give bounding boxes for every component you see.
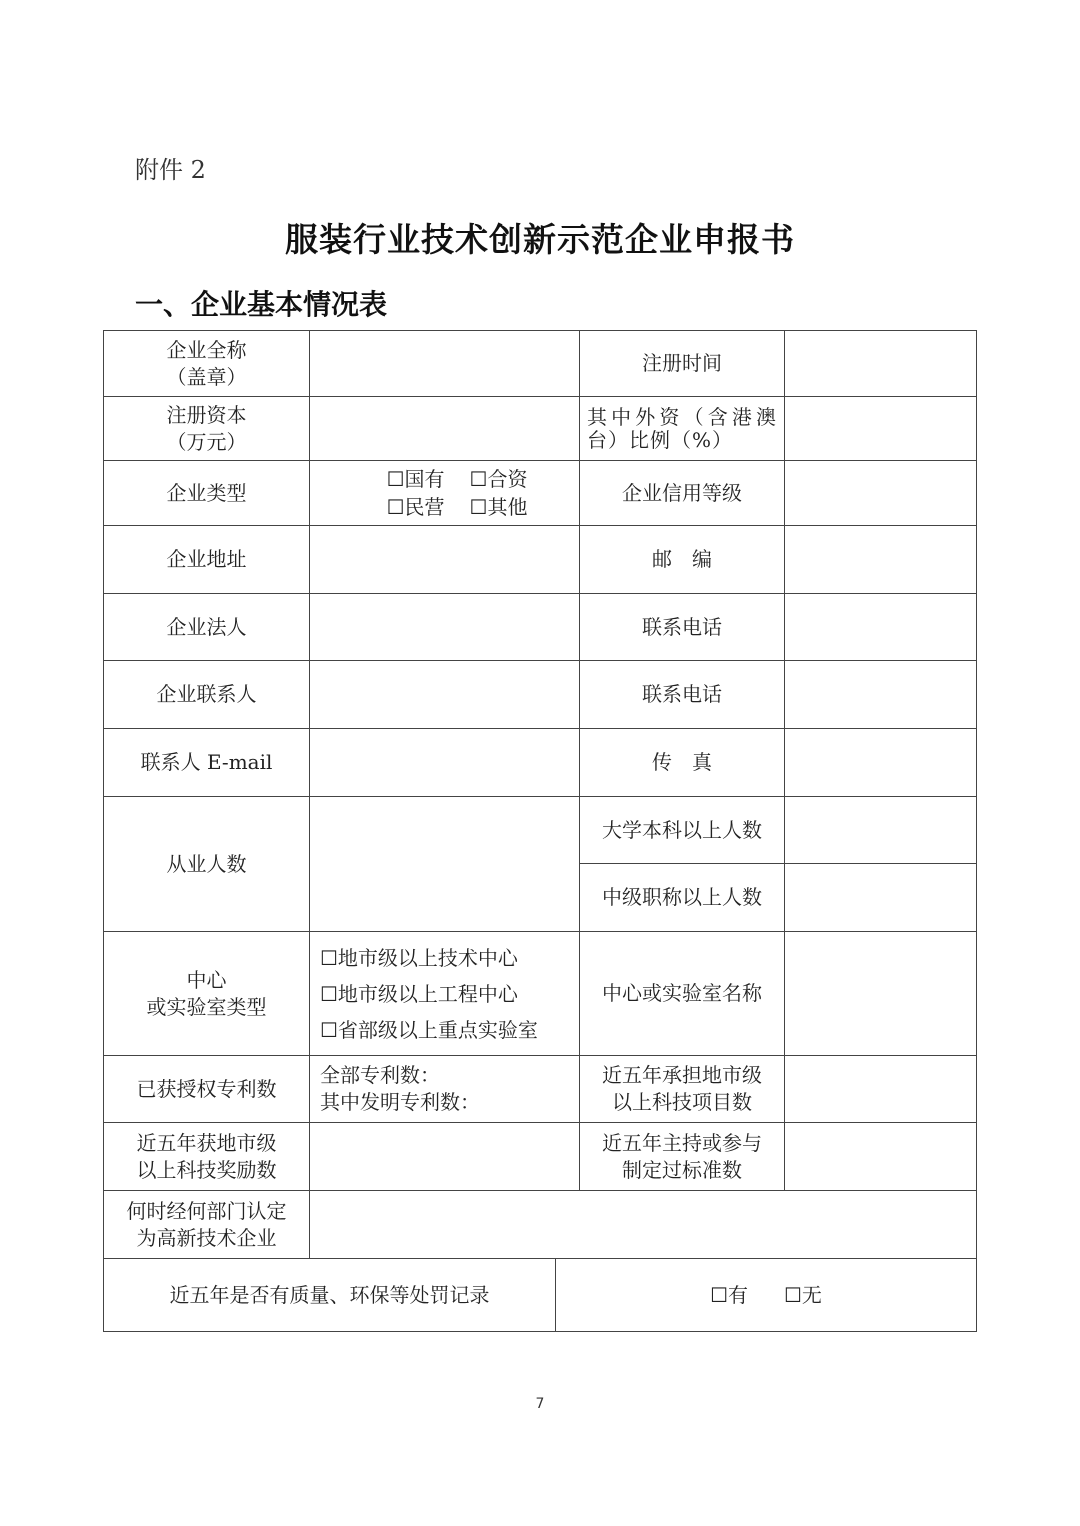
employees-field[interactable]: [310, 797, 579, 931]
email-field[interactable]: [310, 729, 579, 796]
company-type-label: 企业类型: [166, 480, 247, 505]
phone-label: 联系电话: [642, 614, 722, 639]
company-type-options: [310, 461, 579, 525]
phone-field[interactable]: [785, 594, 976, 660]
fax-field[interactable]: [785, 729, 976, 796]
credit-level-field[interactable]: [785, 461, 976, 525]
fax-label: 传 真: [652, 750, 712, 774]
registration-time-field[interactable]: [785, 331, 976, 396]
checkbox-state-owned[interactable]: ☐国有: [386, 467, 445, 491]
high-tech-label: 何时经何部门认定 为高新技术企业: [126, 1198, 287, 1250]
registered-capital-label: 注册资本 （万元）: [166, 402, 247, 454]
legal-person-label: 企业法人: [166, 614, 247, 639]
contact-phone-label: 联系电话: [642, 682, 722, 706]
postcode-field[interactable]: [785, 526, 976, 593]
credit-level-label: 企业信用等级: [622, 480, 742, 505]
postcode-label: 邮 编: [652, 547, 712, 571]
checkbox-other[interactable]: ☐其他: [469, 495, 528, 519]
registered-capital-field[interactable]: [310, 397, 579, 460]
standards-label: 近五年主持或参与 制定过标准数: [602, 1130, 762, 1182]
page-number: 7: [535, 1396, 545, 1412]
awards-label: 近五年获地市级 以上科技奖励数: [136, 1130, 277, 1182]
contact-person-field[interactable]: [310, 661, 579, 728]
section-title: 一、企业基本情况表: [135, 288, 388, 321]
checkbox-private[interactable]: ☐民营: [386, 495, 445, 519]
address-label: 企业地址: [166, 547, 247, 571]
patents-label: 已获授权专利数: [136, 1076, 277, 1101]
foreign-capital-ratio-field[interactable]: [785, 397, 976, 460]
center-type-label: 中心 或实验室类型: [146, 967, 267, 1019]
checkbox-city-tech-center[interactable]: ☐地市级以上技术中心: [320, 945, 518, 970]
patents-field[interactable]: [310, 1056, 579, 1122]
registration-time-label: 注册时间: [642, 351, 722, 375]
checkbox-city-engineering-center[interactable]: ☐地市级以上工程中心: [320, 981, 518, 1006]
standards-field[interactable]: [785, 1123, 976, 1190]
penalty-record-label: 近五年是否有质量、环保等处罚记录: [169, 1282, 490, 1307]
projects-field[interactable]: [785, 1056, 976, 1122]
undergrad-count-label: 大学本科以上人数: [602, 817, 762, 842]
projects-label: 近五年承担地市级 以上科技项目数: [602, 1063, 762, 1114]
legal-person-field[interactable]: [310, 594, 579, 660]
undergrad-count-field[interactable]: [785, 797, 976, 863]
document-title: 服装行业技术创新示范企业申报书: [285, 220, 795, 259]
penalty-record-options: [556, 1259, 976, 1331]
foreign-capital-ratio-label: 其中外资（含港澳台）比例（%）: [587, 404, 777, 452]
employees-label: 从业人数: [166, 851, 247, 876]
email-label: 联系人 E-mail: [140, 750, 273, 774]
total-patents-label: 全部专利数：: [320, 1063, 440, 1087]
checkbox-yes[interactable]: ☐有: [710, 1282, 748, 1307]
awards-field[interactable]: [310, 1123, 579, 1190]
center-type-options: [310, 932, 579, 1055]
contact-person-label: 企业联系人: [156, 682, 257, 706]
contact-phone-field[interactable]: [785, 661, 976, 728]
mid-title-count-field[interactable]: [785, 864, 976, 931]
checkbox-joint-venture[interactable]: ☐合资: [469, 467, 528, 491]
center-name-label: 中心或实验室名称: [602, 981, 762, 1005]
mid-title-count-label: 中级职称以上人数: [602, 885, 762, 909]
checkbox-no[interactable]: ☐无: [784, 1282, 822, 1307]
center-name-field[interactable]: [785, 932, 976, 1055]
company-name-field[interactable]: [310, 331, 579, 396]
attachment-label: 附件 2: [135, 156, 206, 184]
high-tech-field[interactable]: [310, 1191, 976, 1258]
company-name-label: 企业全称 （盖章）: [166, 337, 247, 389]
address-field[interactable]: [310, 526, 579, 593]
invention-patents-label: 其中发明专利数：: [320, 1090, 480, 1114]
checkbox-provincial-key-lab[interactable]: ☐省部级以上重点实验室: [320, 1017, 538, 1042]
